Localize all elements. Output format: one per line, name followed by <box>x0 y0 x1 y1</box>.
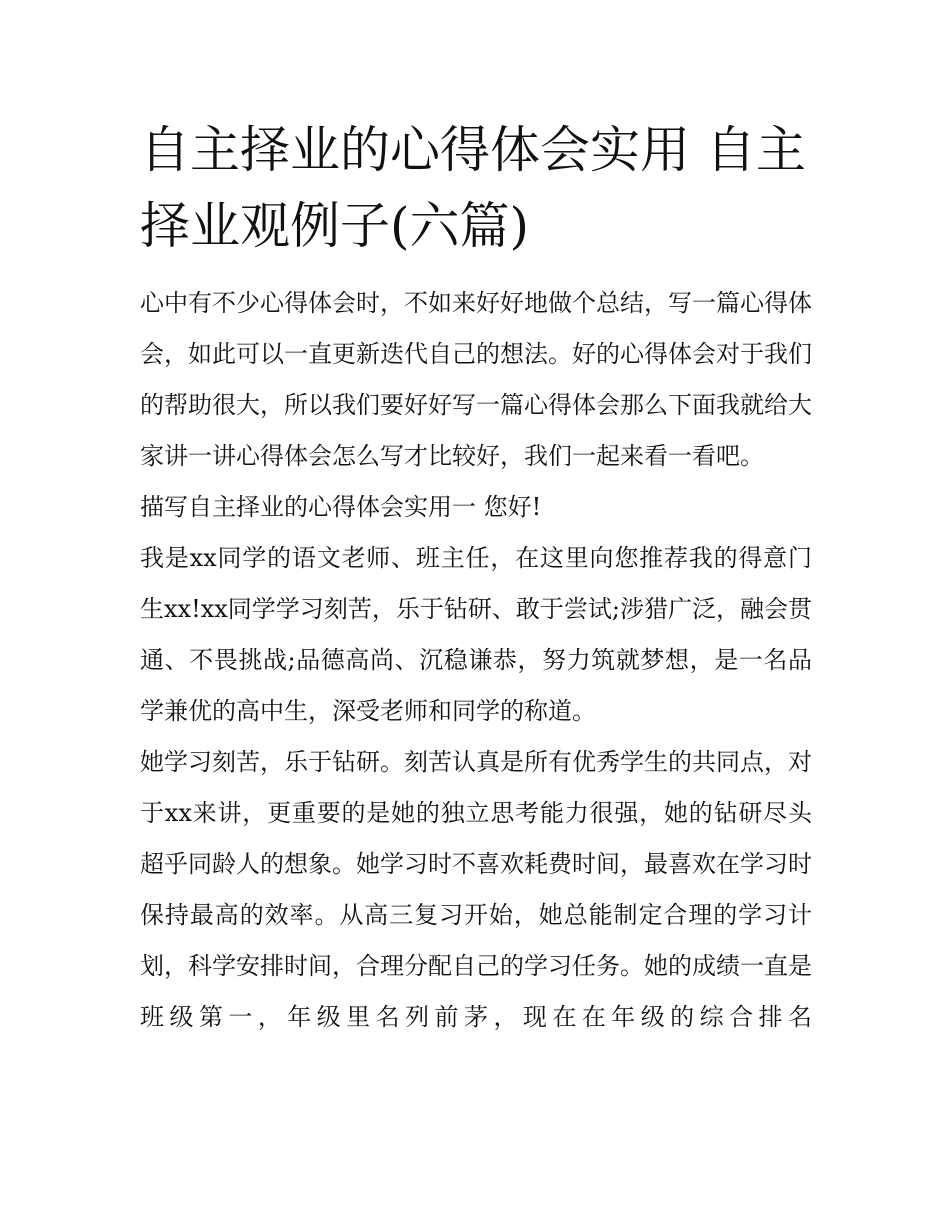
document-title: 自主择业的心得体会实用 自主择业观例子(六篇) <box>140 121 806 255</box>
document-page <box>140 112 812 1043</box>
paragraph-heading-one: 描写自主择业的心得体会实用一 您好! <box>140 493 542 521</box>
paragraph-recommendation: 我是xx同学的语文老师、班主任，在这里向您推荐我的得意门生xx!xx同学学习刻苦，乐于钻研、敢于尝试;涉猎广泛，融会贯通、不畏挑战;品德高尚、沉稳谦恭，努力筑就梦想，是一名品学兼优的高中生，深受老师和同学的称道。 <box>140 544 812 725</box>
paragraph-intro: 心中有不少心得体会时，不如来好好地做个总结，写一篇心得体会，如此可以一直更新迭代自己的想法。好的心得体会对于我们的帮助很大，所以我们要好好写一篇心得体会那么下面我就给大家讲一讲心得体会怎么写才比较好，我们一起来看一看吧。 <box>140 289 812 470</box>
paragraph-study: 她学习刻苦，乐于钻研。刻苦认真是所有优秀学生的共同点，对于xx来讲，更重要的是她的独立思考能力很强，她的钻研尽头超乎同龄人的想象。她学习时不喜欢耗费时间，最喜欢在学习时保持最高的效率。从高三复习开始，她总能制定合理的学习计划，科学安排时间，合理分配自己的学习任务。她的成绩一直是班级第一，年级里名列前茅，现在在年级的综合排名 <box>140 748 812 1031</box>
